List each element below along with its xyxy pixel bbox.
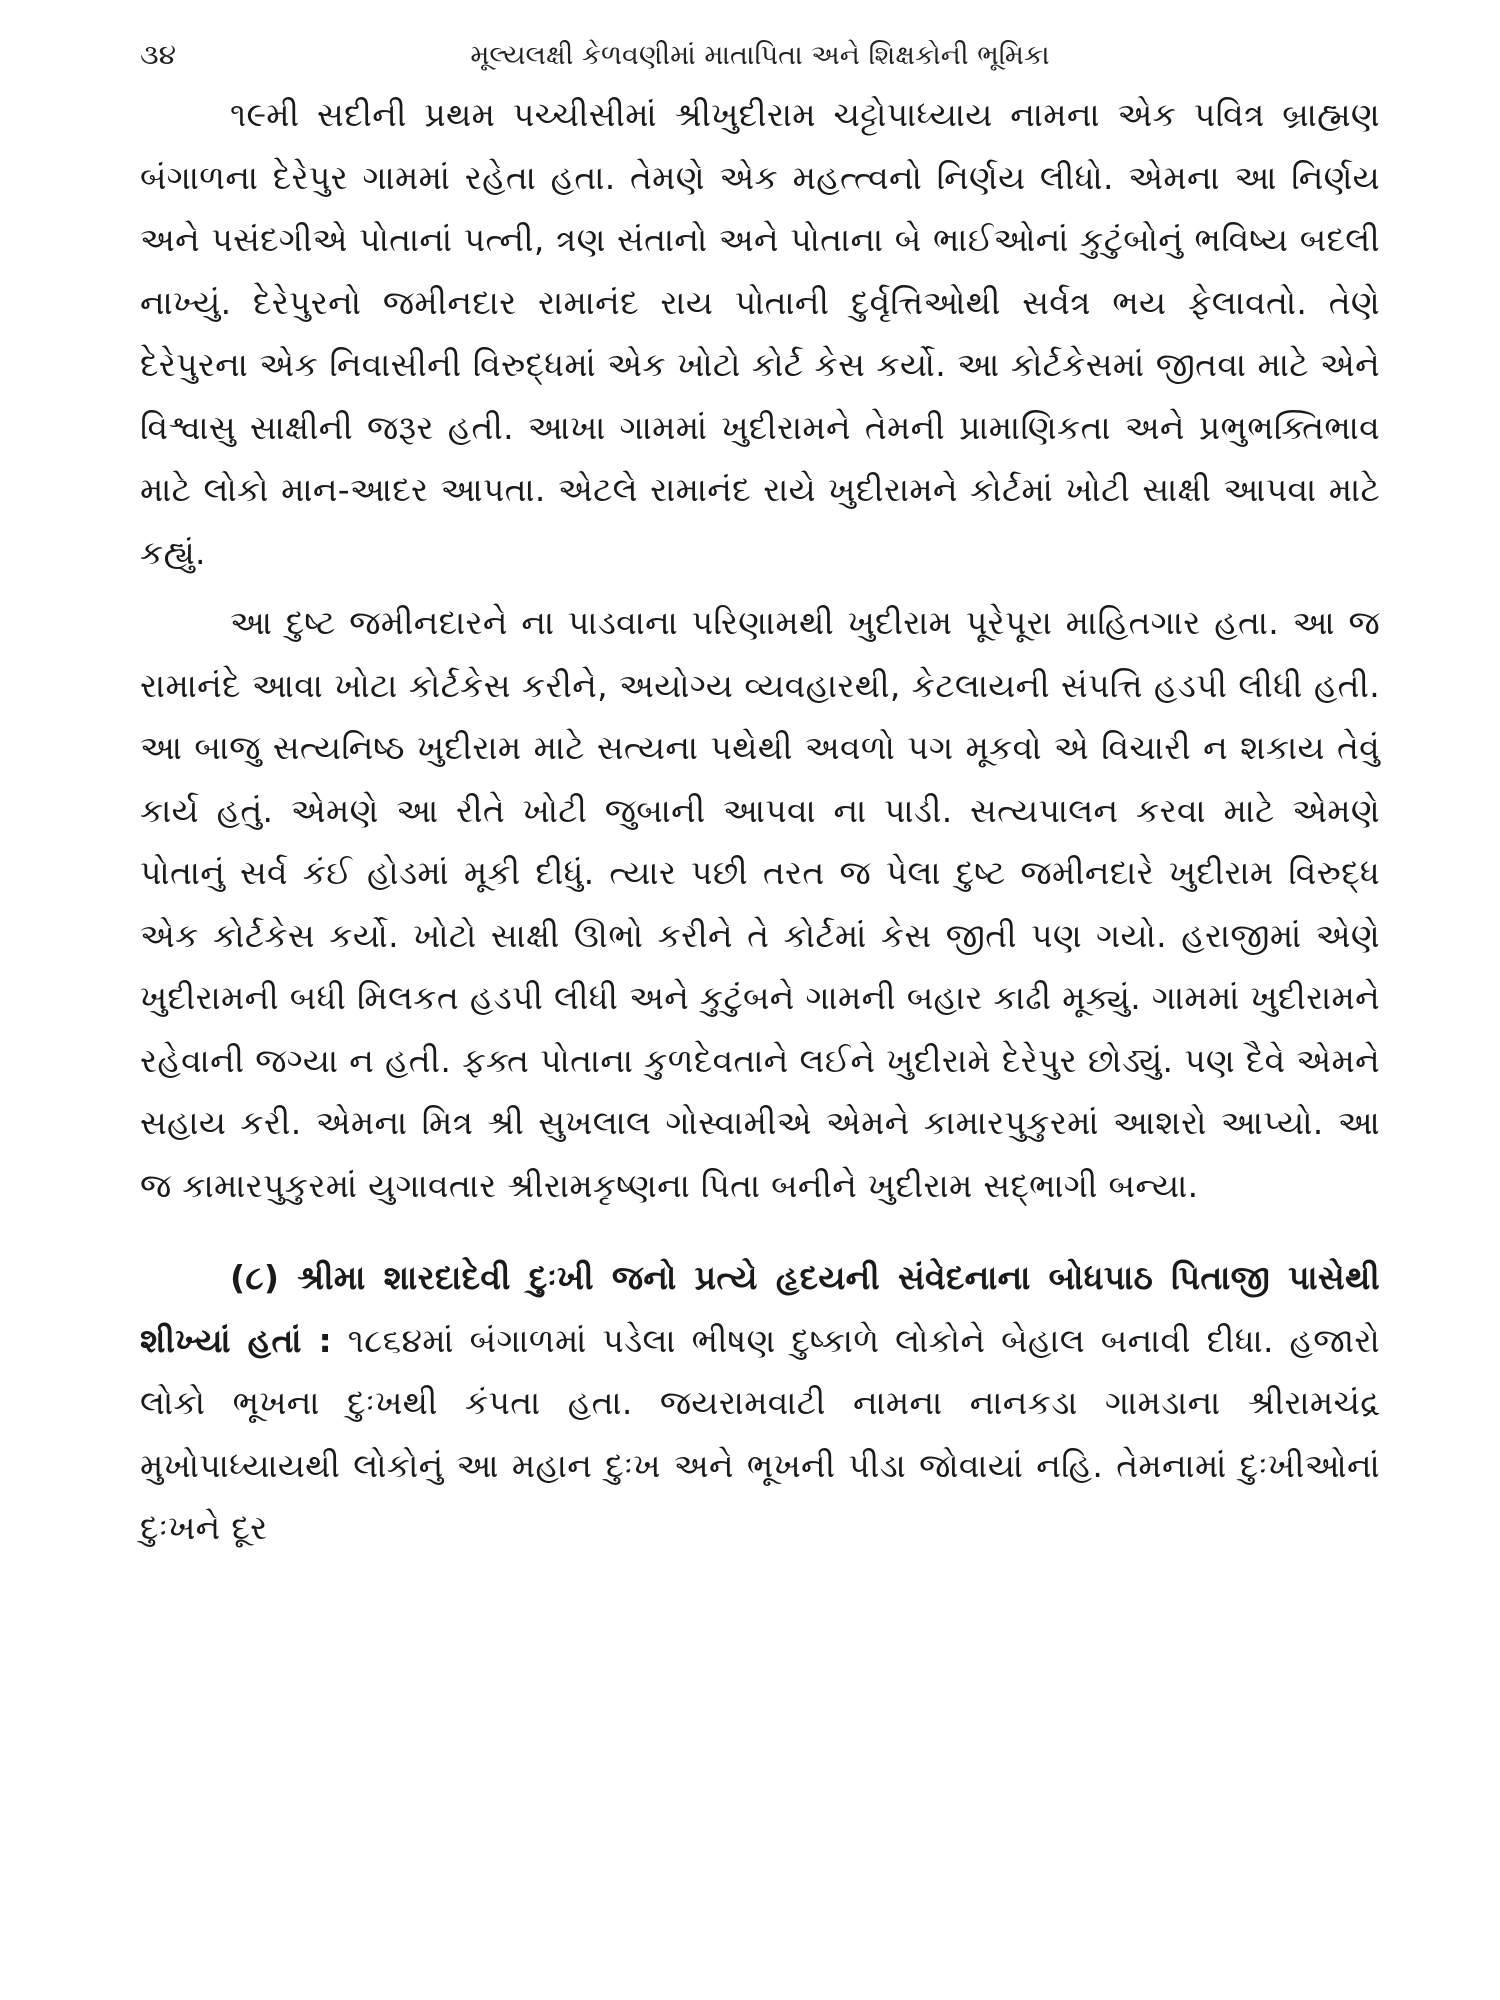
book-page <box>140 38 1380 1560</box>
paragraph-1: ૧૯મી સદીની પ્રથમ પચ્ચીસીમાં શ્રીખુદીરામ ચટ્ટોપાધ્યાય નામના એક પવિત્ર બ્રાહ્મણ બંગાળના દેરેપુર ગામમાં રહેતા હતા. તેમણે એક મહત્ત્વનો નિર્ણય લીધો. એમના આ નિર્ણય અને પસંદગીએ પોતાનાં પત્ની, ત્રણ સંતાનો અને પોતાના બે ભાઈઓનાં કુટુંબોનું ભવિષ્ય બદલી નાખ્યું. દેરેપુરનો જમીનદાર રામાનંદ રાય પોતાની દુર્વૃત્તિઓથી સર્વત્ર ભય ફેલાવતો. તેણે દેરેપુરના એક નિવાસીની વિરુદ્ધમાં એક ખોટો કોર્ટ કેસ કર્યો. આ કોર્ટકેસમાં જીતવા માટે એને વિશ્વાસુ સાક્ષીની જરૂર હતી. આખા ગામમાં ખુદીરામને તેમની પ્રામાણિકતા અને પ્રભુભક્તિભાવ માટે લોકો માન-આદર આપતા. એટલે રામાનંદ રાયે ખુદીરામને કોર્ટમાં ખોટી સાક્ષી આપવા માટે કહ્યું. <box>140 95 1380 572</box>
running-title: મૂલ્યલક્ષી કેળવણીમાં માતાપિતા અને શિક્ષકોની ભૂમિકા <box>470 40 1050 71</box>
paragraph-3 <box>140 1247 1380 1560</box>
paragraph-3-body: ૧૮૬૪માં બંગાળમાં પડેલા ભીષણ દુષ્કાળે લોકોને બેહાલ બનાવી દીધા. હજારો લોકો ભૂખના દુઃખથી કંપતા હતા. જયરામવાટી નામના નાનકડા ગામડાના શ્રીરામચંદ્ર મુખોપાધ્યાયથી લોકોનું આ મહાન દુઃખ અને ભૂખની પીડા જોવાયાં નહિ. તેમનામાં દુઃખીઓનાં દુઃખને દૂર <box>140 1320 1380 1547</box>
paragraph-spacer <box>140 584 1380 592</box>
running-header <box>140 38 1380 84</box>
section-heading: (૮) શ્રીમા શારદાદેવી દુઃખી જનો પ્રત્યે હૃદયની સંવેદનાના બોધપાઠ પિતાજી પાસેથી શીખ્યાં હતાં : <box>140 1258 1380 1360</box>
page-number: ૩૪ <box>140 38 177 71</box>
paragraph-2: આ દુષ્ટ જમીનદારને ના પાડવાના પરિણામથી ખુદીરામ પૂરેપૂરા માહિતગાર હતા. આ જ રામાનંદે આવા ખોટા કોર્ટકેસ કરીને, અયોગ્ય વ્યવહારથી, કેટલાયની સંપત્તિ હડપી લીધી હતી. આ બાજુ સત્યનિષ્ઠ ખુદીરામ માટે સત્યના પથેથી અવળો પગ મૂકવો એ વિચારી ન શકાય તેવું કાર્ય હતું. એમણે આ રીતે ખોટી જુબાની આપવા ના પાડી. સત્યપાલન કરવા માટે એમણે પોતાનું સર્વ કંઈ હોડમાં મૂકી દીધું. ત્યાર પછી તરત જ પેલા દુષ્ટ જમીનદારે ખુદીરામ વિરુદ્ધ એક કોર્ટકેસ કર્યો. ખોટો સાક્ષી ઊભો કરીને તે કોર્ટમાં કેસ જીતી પણ ગયો. હરાજીમાં એણે ખુદીરામની બધી મિલકત હડપી લીધી અને કુટુંબને ગામની બહાર કાઢી મૂક્યું. ગામમાં ખુદીરામને રહેવાની જગ્યા ન હતી. ફક્ત પોતાના કુળદેવતાને લઈને ખુદીરામે દેરેપુર છોડ્યું. પણ દૈવે એમને સહાય કરી. એમના મિત્ર શ્રી સુખલાલ ગોસ્વામીએ એમને કામારપુકુરમાં આશરો આપ્યો. આ જ કામારપુકુરમાં યુગાવતાર શ્રીરામકૃષ્ણના પિતા બનીને ખુદીરામ સદ્ભાગી બન્યા. <box>140 603 1380 1205</box>
section-spacer <box>140 1217 1380 1247</box>
